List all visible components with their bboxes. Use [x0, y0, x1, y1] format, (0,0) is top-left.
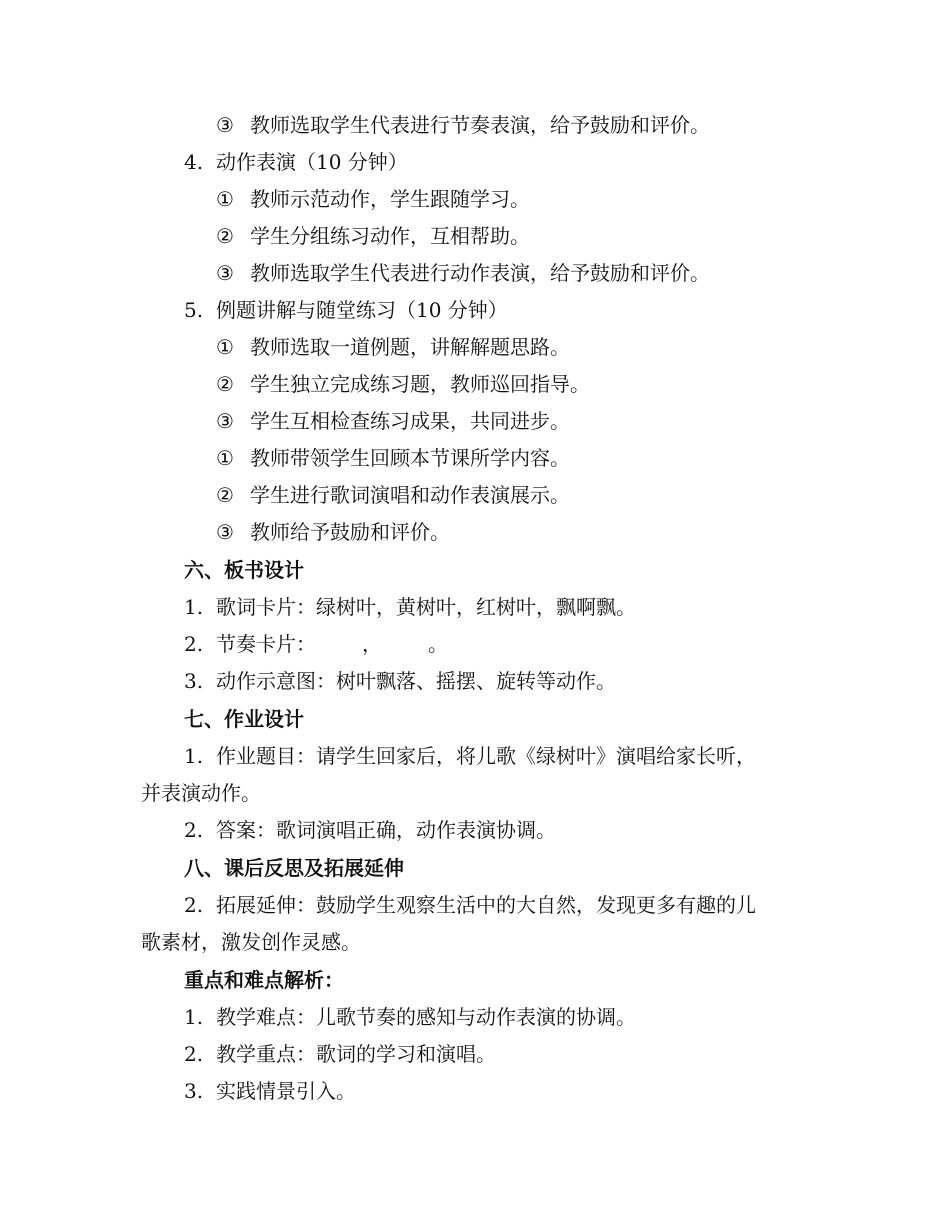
item-marker: ②: [216, 483, 234, 507]
list-item: [0, 296, 950, 324]
item-number: 2.: [184, 818, 204, 842]
item-marker: ②: [216, 372, 234, 396]
item-text: 动作示意图：树叶飘落、摇摆、旋转等动作。: [216, 669, 616, 693]
list-item: [0, 444, 950, 472]
item-text: 教师选取学生代表进行动作表演，给予鼓励和评价。: [250, 261, 710, 285]
item-marker: ③: [216, 520, 234, 544]
list-item: [0, 518, 950, 546]
section-heading: 七、作业设计: [184, 707, 304, 731]
separator: ，: [362, 632, 382, 656]
item-text: 作业题目：请学生回家后，将儿歌《绿树叶》演唱给家长听，: [216, 744, 756, 768]
list-item: [0, 185, 950, 213]
item-text: 教师带领学生回顾本节课所学内容。: [250, 446, 570, 470]
item-number: 3.: [184, 669, 204, 693]
item-text: 教师选取一道例题，讲解解题思路。: [250, 335, 570, 359]
item-number: 5.: [184, 298, 204, 322]
list-item: [0, 593, 950, 621]
list-item: [0, 259, 950, 287]
item-number: 2.: [184, 893, 204, 917]
item-text: 拓展延伸：鼓励学生观察生活中的大自然，发现更多有趣的儿: [216, 893, 756, 917]
list-item: [0, 111, 950, 139]
item-text: 教师示范动作，学生跟随学习。: [250, 187, 530, 211]
item-number: 4.: [184, 150, 204, 174]
item-text: 学生进行歌词演唱和动作表演展示。: [250, 483, 570, 507]
list-item: [0, 407, 950, 435]
item-number: 3.: [184, 1079, 204, 1103]
item-marker: ①: [216, 446, 234, 470]
item-text: 歌词卡片：绿树叶，黄树叶，红树叶，飘啊飘。: [216, 595, 636, 619]
list-item: [0, 148, 950, 176]
item-text: 教学重点：歌词的学习和演唱。: [216, 1042, 496, 1066]
list-item: [0, 222, 950, 250]
item-text: 例题讲解与随堂练习（10 分钟）: [216, 298, 508, 322]
item-text: 学生独立完成练习题，教师巡回指导。: [250, 372, 590, 396]
item-marker: ②: [216, 224, 234, 248]
item-text: 教学难点：儿歌节奏的感知与动作表演的协调。: [216, 1005, 636, 1029]
list-item: [0, 742, 950, 770]
item-marker: ③: [216, 113, 234, 137]
separator: 。: [428, 632, 448, 656]
item-text: 动作表演（10 分钟）: [216, 150, 408, 174]
list-item: [0, 370, 950, 398]
item-marker: ③: [216, 261, 234, 285]
list-item: [0, 667, 950, 695]
item-continuation: 并表演动作。: [141, 781, 261, 805]
list-item: [0, 481, 950, 509]
list-item: [0, 333, 950, 361]
item-number: 2.: [184, 632, 204, 656]
item-number: 1.: [184, 744, 204, 768]
item-text: 答案：歌词演唱正确，动作表演协调。: [216, 818, 556, 842]
item-marker: ③: [216, 409, 234, 433]
item-text: 实践情景引入。: [216, 1079, 356, 1103]
list-item: [0, 1077, 950, 1105]
item-continuation: 歌素材，激发创作灵感。: [141, 930, 361, 954]
item-marker: ①: [216, 187, 234, 211]
section-heading: 八、课后反思及拓展延伸: [184, 856, 404, 880]
item-number: 2.: [184, 1042, 204, 1066]
list-item: [0, 630, 950, 658]
section-heading: 六、板书设计: [184, 558, 304, 582]
item-text: 学生互相检查练习成果，共同进步。: [250, 409, 570, 433]
list-item: [0, 1003, 950, 1031]
item-number: 1.: [184, 1005, 204, 1029]
item-number: 1.: [184, 595, 204, 619]
section-heading: 重点和难点解析：: [184, 968, 344, 992]
list-item: [0, 1040, 950, 1068]
item-text: 学生分组练习动作，互相帮助。: [250, 224, 530, 248]
item-text: 教师选取学生代表进行节奏表演，给予鼓励和评价。: [250, 113, 710, 137]
list-item: [0, 891, 950, 919]
item-text: 教师给予鼓励和评价。: [250, 520, 450, 544]
item-marker: ①: [216, 335, 234, 359]
list-item: [0, 816, 950, 844]
item-text: 节奏卡片：: [216, 632, 316, 656]
